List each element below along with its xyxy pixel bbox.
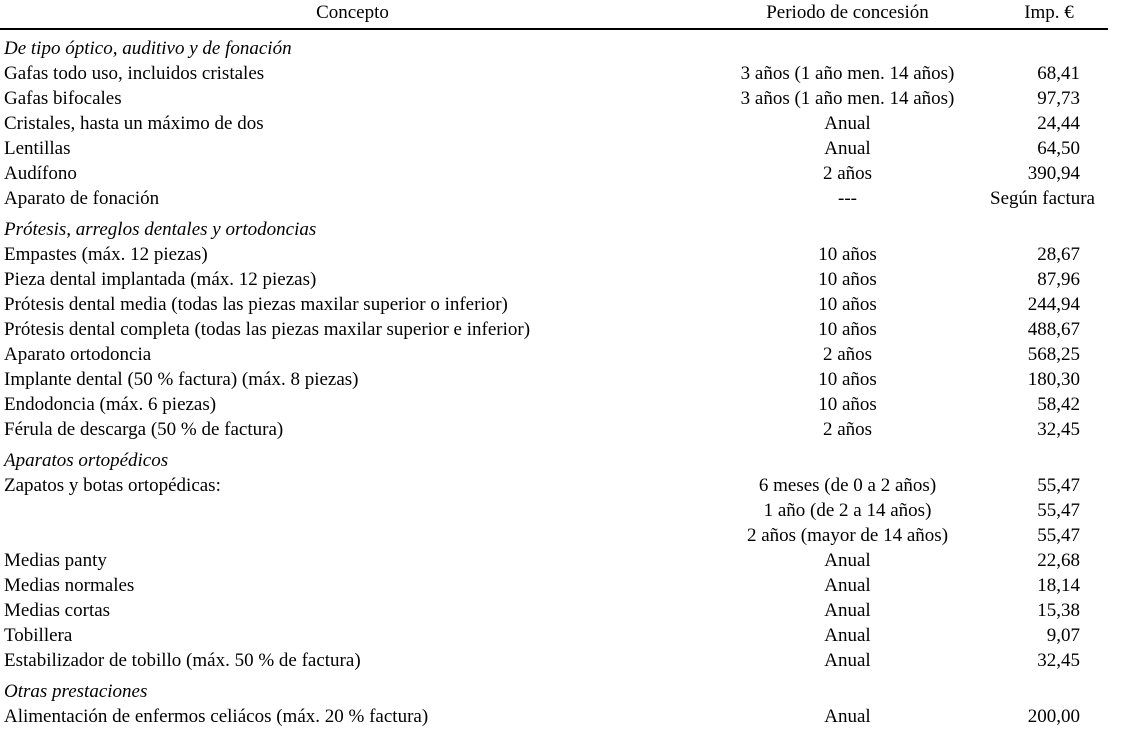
section-title-row (0, 442, 1108, 473)
table-row (0, 111, 1108, 136)
table-row (0, 61, 1108, 86)
row-periodo: Anual (824, 706, 871, 727)
table-row (0, 367, 1108, 392)
row-periodo: 1 año (de 2 a 14 años) (763, 500, 932, 521)
row-periodo: 6 meses (de 0 a 2 años) (758, 475, 937, 496)
row-periodo: 2 años (822, 163, 873, 184)
row-concepto: Tobillera (4, 625, 73, 646)
row-concepto: Aparato de fonación (4, 188, 160, 209)
row-importe: 9,07 (1046, 625, 1080, 646)
table-row (0, 267, 1108, 292)
row-periodo: 3 años (1 año men. 14 años) (740, 63, 955, 84)
row-periodo: 10 años (818, 319, 877, 340)
header-concepto: Concepto (0, 0, 705, 29)
row-periodo: Anual (824, 650, 871, 671)
row-importe: 15,38 (1037, 600, 1080, 621)
table-row (0, 704, 1108, 729)
table-header-row (0, 0, 1108, 29)
row-concepto: Alimentación de enfermos celiácos (máx. 20 % factura) (4, 706, 429, 727)
row-importe: 568,25 (1027, 344, 1080, 365)
table-row (0, 136, 1108, 161)
row-importe: Según factura (990, 188, 1095, 209)
table-row (0, 523, 1108, 548)
section-title-row (0, 211, 1108, 242)
row-importe: 18,14 (1037, 575, 1080, 596)
row-periodo: 10 años (818, 369, 877, 390)
table-row (0, 317, 1108, 342)
row-periodo: 10 años (818, 244, 877, 265)
row-importe: 68,41 (1037, 63, 1080, 84)
row-periodo: 2 años (mayor de 14 años) (746, 525, 949, 546)
row-importe: 97,73 (1037, 88, 1080, 109)
table-row (0, 598, 1108, 623)
row-concepto (0, 498, 705, 523)
row-importe: 58,42 (1037, 394, 1080, 415)
row-importe: 55,47 (1037, 475, 1080, 496)
row-importe: 55,47 (1037, 500, 1080, 521)
row-concepto: Audífono (4, 163, 77, 184)
table-row (0, 186, 1108, 211)
row-concepto: Zapatos y botas ortopédicas: (4, 475, 221, 496)
row-concepto: Gafas todo uso, incluidos cristales (4, 63, 265, 84)
row-concepto: Cristales, hasta un máximo de dos (4, 113, 264, 134)
row-concepto: Pieza dental implantada (máx. 12 piezas) (4, 269, 317, 290)
table-row (0, 342, 1108, 367)
table-row (0, 292, 1108, 317)
row-periodo: --- (838, 188, 857, 209)
row-importe: 32,45 (1037, 419, 1080, 440)
table-row (0, 161, 1108, 186)
table-row (0, 392, 1108, 417)
row-importe: 390,94 (1027, 163, 1080, 184)
row-periodo: Anual (824, 625, 871, 646)
row-periodo: 10 años (818, 394, 877, 415)
row-periodo: Anual (824, 113, 871, 134)
section-title: Aparatos ortopédicos (4, 450, 169, 471)
row-concepto: Prótesis dental completa (todas las piezas maxilar superior e inferior) (4, 319, 531, 340)
row-concepto: Aparato ortodoncia (4, 344, 152, 365)
table-row (0, 86, 1108, 111)
row-periodo: 2 años (822, 419, 873, 440)
row-importe: 24,44 (1037, 113, 1080, 134)
row-concepto: Medias normales (4, 575, 135, 596)
row-importe: 488,67 (1027, 319, 1080, 340)
row-importe: 180,30 (1027, 369, 1080, 390)
row-concepto (0, 523, 705, 548)
row-importe: 32,45 (1037, 650, 1080, 671)
row-importe: 55,47 (1037, 525, 1080, 546)
row-periodo: Anual (824, 550, 871, 571)
table-row (0, 573, 1108, 598)
row-periodo: Anual (824, 575, 871, 596)
row-concepto: Gafas bifocales (4, 88, 122, 109)
section-title-row (0, 673, 1108, 704)
row-importe: 200,00 (1027, 706, 1080, 727)
section-title-row (0, 29, 1108, 61)
table-row (0, 417, 1108, 442)
row-concepto: Estabilizador de tobillo (máx. 50 % de factura) (4, 650, 361, 671)
header-periodo: Periodo de concesión (705, 0, 990, 29)
row-periodo: 10 años (818, 269, 877, 290)
row-concepto: Prótesis dental media (todas las piezas maxilar superior o inferior) (4, 294, 508, 315)
row-importe: 28,67 (1037, 244, 1080, 265)
row-periodo: Anual (824, 600, 871, 621)
table-row (0, 548, 1108, 573)
table-row (0, 498, 1108, 523)
row-periodo: Anual (824, 138, 871, 159)
section-title: Otras prestaciones (4, 681, 148, 702)
row-periodo: 10 años (818, 294, 877, 315)
row-concepto: Implante dental (50 % factura) (máx. 8 piezas) (4, 369, 359, 390)
row-concepto: Férula de descarga (50 % de factura) (4, 419, 284, 440)
row-periodo: 3 años (1 año men. 14 años) (740, 88, 955, 109)
table-row (0, 473, 1108, 498)
row-importe: 244,94 (1027, 294, 1080, 315)
row-concepto: Empastes (máx. 12 piezas) (4, 244, 208, 265)
row-concepto: Medias panty (4, 550, 107, 571)
table-row (0, 242, 1108, 267)
row-concepto: Endodoncia (máx. 6 piezas) (4, 394, 217, 415)
section-title: De tipo óptico, auditivo y de fonación (4, 38, 292, 59)
row-importe: 87,96 (1037, 269, 1080, 290)
table-row (0, 623, 1108, 648)
table-row (0, 648, 1108, 673)
row-periodo: 2 años (822, 344, 873, 365)
row-concepto: Lentillas (4, 138, 71, 159)
header-importe: Imp. € (990, 0, 1108, 29)
row-concepto: Medias cortas (4, 600, 111, 621)
section-title: Prótesis, arreglos dentales y ortodoncias (4, 219, 317, 240)
row-importe: 64,50 (1037, 138, 1080, 159)
row-importe: 22,68 (1037, 550, 1080, 571)
